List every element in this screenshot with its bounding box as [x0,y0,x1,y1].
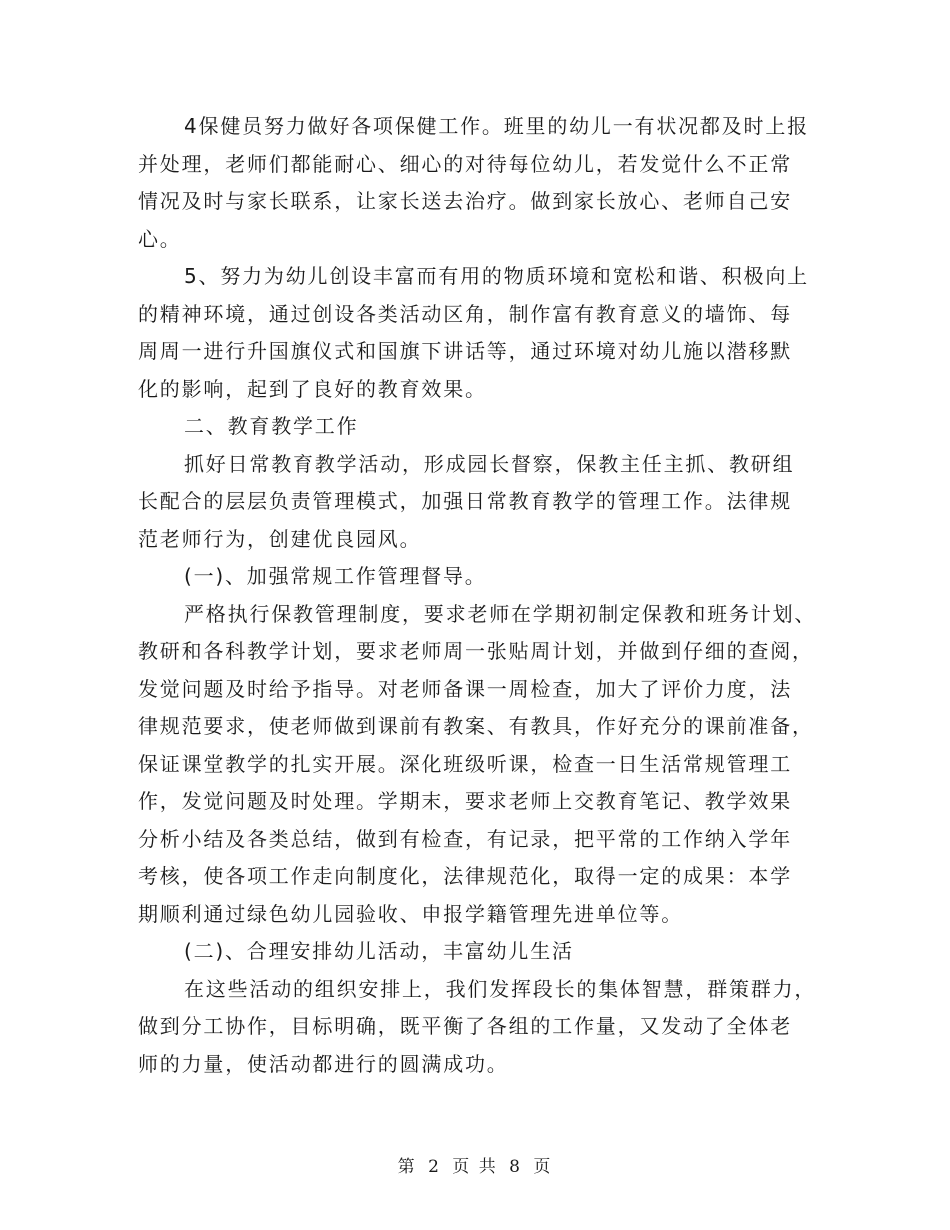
paragraph-line: 在这些活动的组织安排上，我们发挥段长的集体智慧，群策群力， [184,976,817,1001]
paragraph-line: 并处理，老师们都能耐心、细心的对待每位幼儿，若发觉什么不正常 [138,151,792,176]
paragraph-line: 化的影响，起到了良好的教育效果。 [138,376,487,401]
footer-total-pages: 8 [509,1157,522,1177]
paragraph-line: (二)、合理安排幼儿活动，丰富幼儿生活 [184,939,574,963]
document-body [138,108,817,1083]
paragraph-line: 发觉问题及时给予指导。对老师备课一周检查，加大了评价力度，法 [138,676,792,701]
paragraph-line: 考核，使各项工作走向制度化，法律规范化，取得一定的成果：本学 [138,864,792,888]
paragraph-line: 范老师行为，创建优良园风。 [138,526,422,551]
paragraph-line: 的精神环境，通过创设各类活动区角，制作富有教育意义的墙饰、每 [138,301,792,326]
paragraph-line: 周周一进行升国旗仪式和国旗下讲话等，通过环境对幼儿施以潜移默 [138,339,792,363]
paragraph-line: 师的力量，使活动都进行的圆满成功。 [138,1051,509,1076]
paragraph-line: 5、努力为幼儿创设丰富而有用的物质环境和宽松和谐、积极向上 [184,264,809,288]
paragraph-line: 长配合的层层负责管理模式，加强日常教育教学的管理工作。法律规 [138,489,792,513]
paragraph-line: 抓好日常教育教学活动，形成园长督察，保教主任主抓、教研组 [184,451,795,476]
paragraph [138,446,810,559]
paragraph [138,933,810,971]
paragraph [138,258,810,408]
footer-middle: 页 共 [452,1157,498,1177]
paragraph [138,108,810,258]
footer-page-number: 2 [428,1157,441,1177]
paragraph [138,971,817,1084]
paragraph-line: 严格执行保教管理制度，要求老师在学期初制定保教和班务计划、 [184,601,817,626]
paragraph-line: 教研和各科教学计划，要求老师周一张贴周计划，并做到仔细的查阅， [138,639,814,663]
paragraph-line: 情况及时与家长联系，让家长送去治疗。做到家长放心、老师自己安 [138,189,792,213]
paragraph-line: 二、教育教学工作 [184,414,359,438]
paragraph-line: 做到分工协作，目标明确，既平衡了各组的工作量，又发动了全体老 [138,1014,792,1038]
paragraph-line: 保证课堂教学的扎实开展。深化班级听课，检查一日生活常规管理工 [138,751,792,776]
footer-suffix: 页 [533,1157,553,1177]
paragraph [138,408,810,446]
paragraph-line: 律规范要求，使老师做到课前有教案、有教具，作好充分的课前准备， [138,714,814,738]
paragraph-line: 作，发觉问题及时处理。学期末，要求老师上交教育笔记、教学效果 [138,789,792,813]
paragraph-line: 期顺利通过绿色幼儿园验收、申报学籍管理先进单位等。 [138,901,683,926]
paragraph-line: (一)、加强常规工作管理督导。 [184,564,487,588]
paragraph [138,558,810,596]
paragraph [138,596,817,934]
paragraph-line: 4保健员努力做好各项保健工作。班里的幼儿一有状况都及时上报 [184,114,809,138]
paragraph-line: 心。 [138,226,182,251]
footer-prefix: 第 [397,1157,417,1177]
paragraph-line: 分析小结及各类总结，做到有检查，有记录，把平常的工作纳入学年 [138,826,792,851]
page-footer [0,1152,950,1177]
